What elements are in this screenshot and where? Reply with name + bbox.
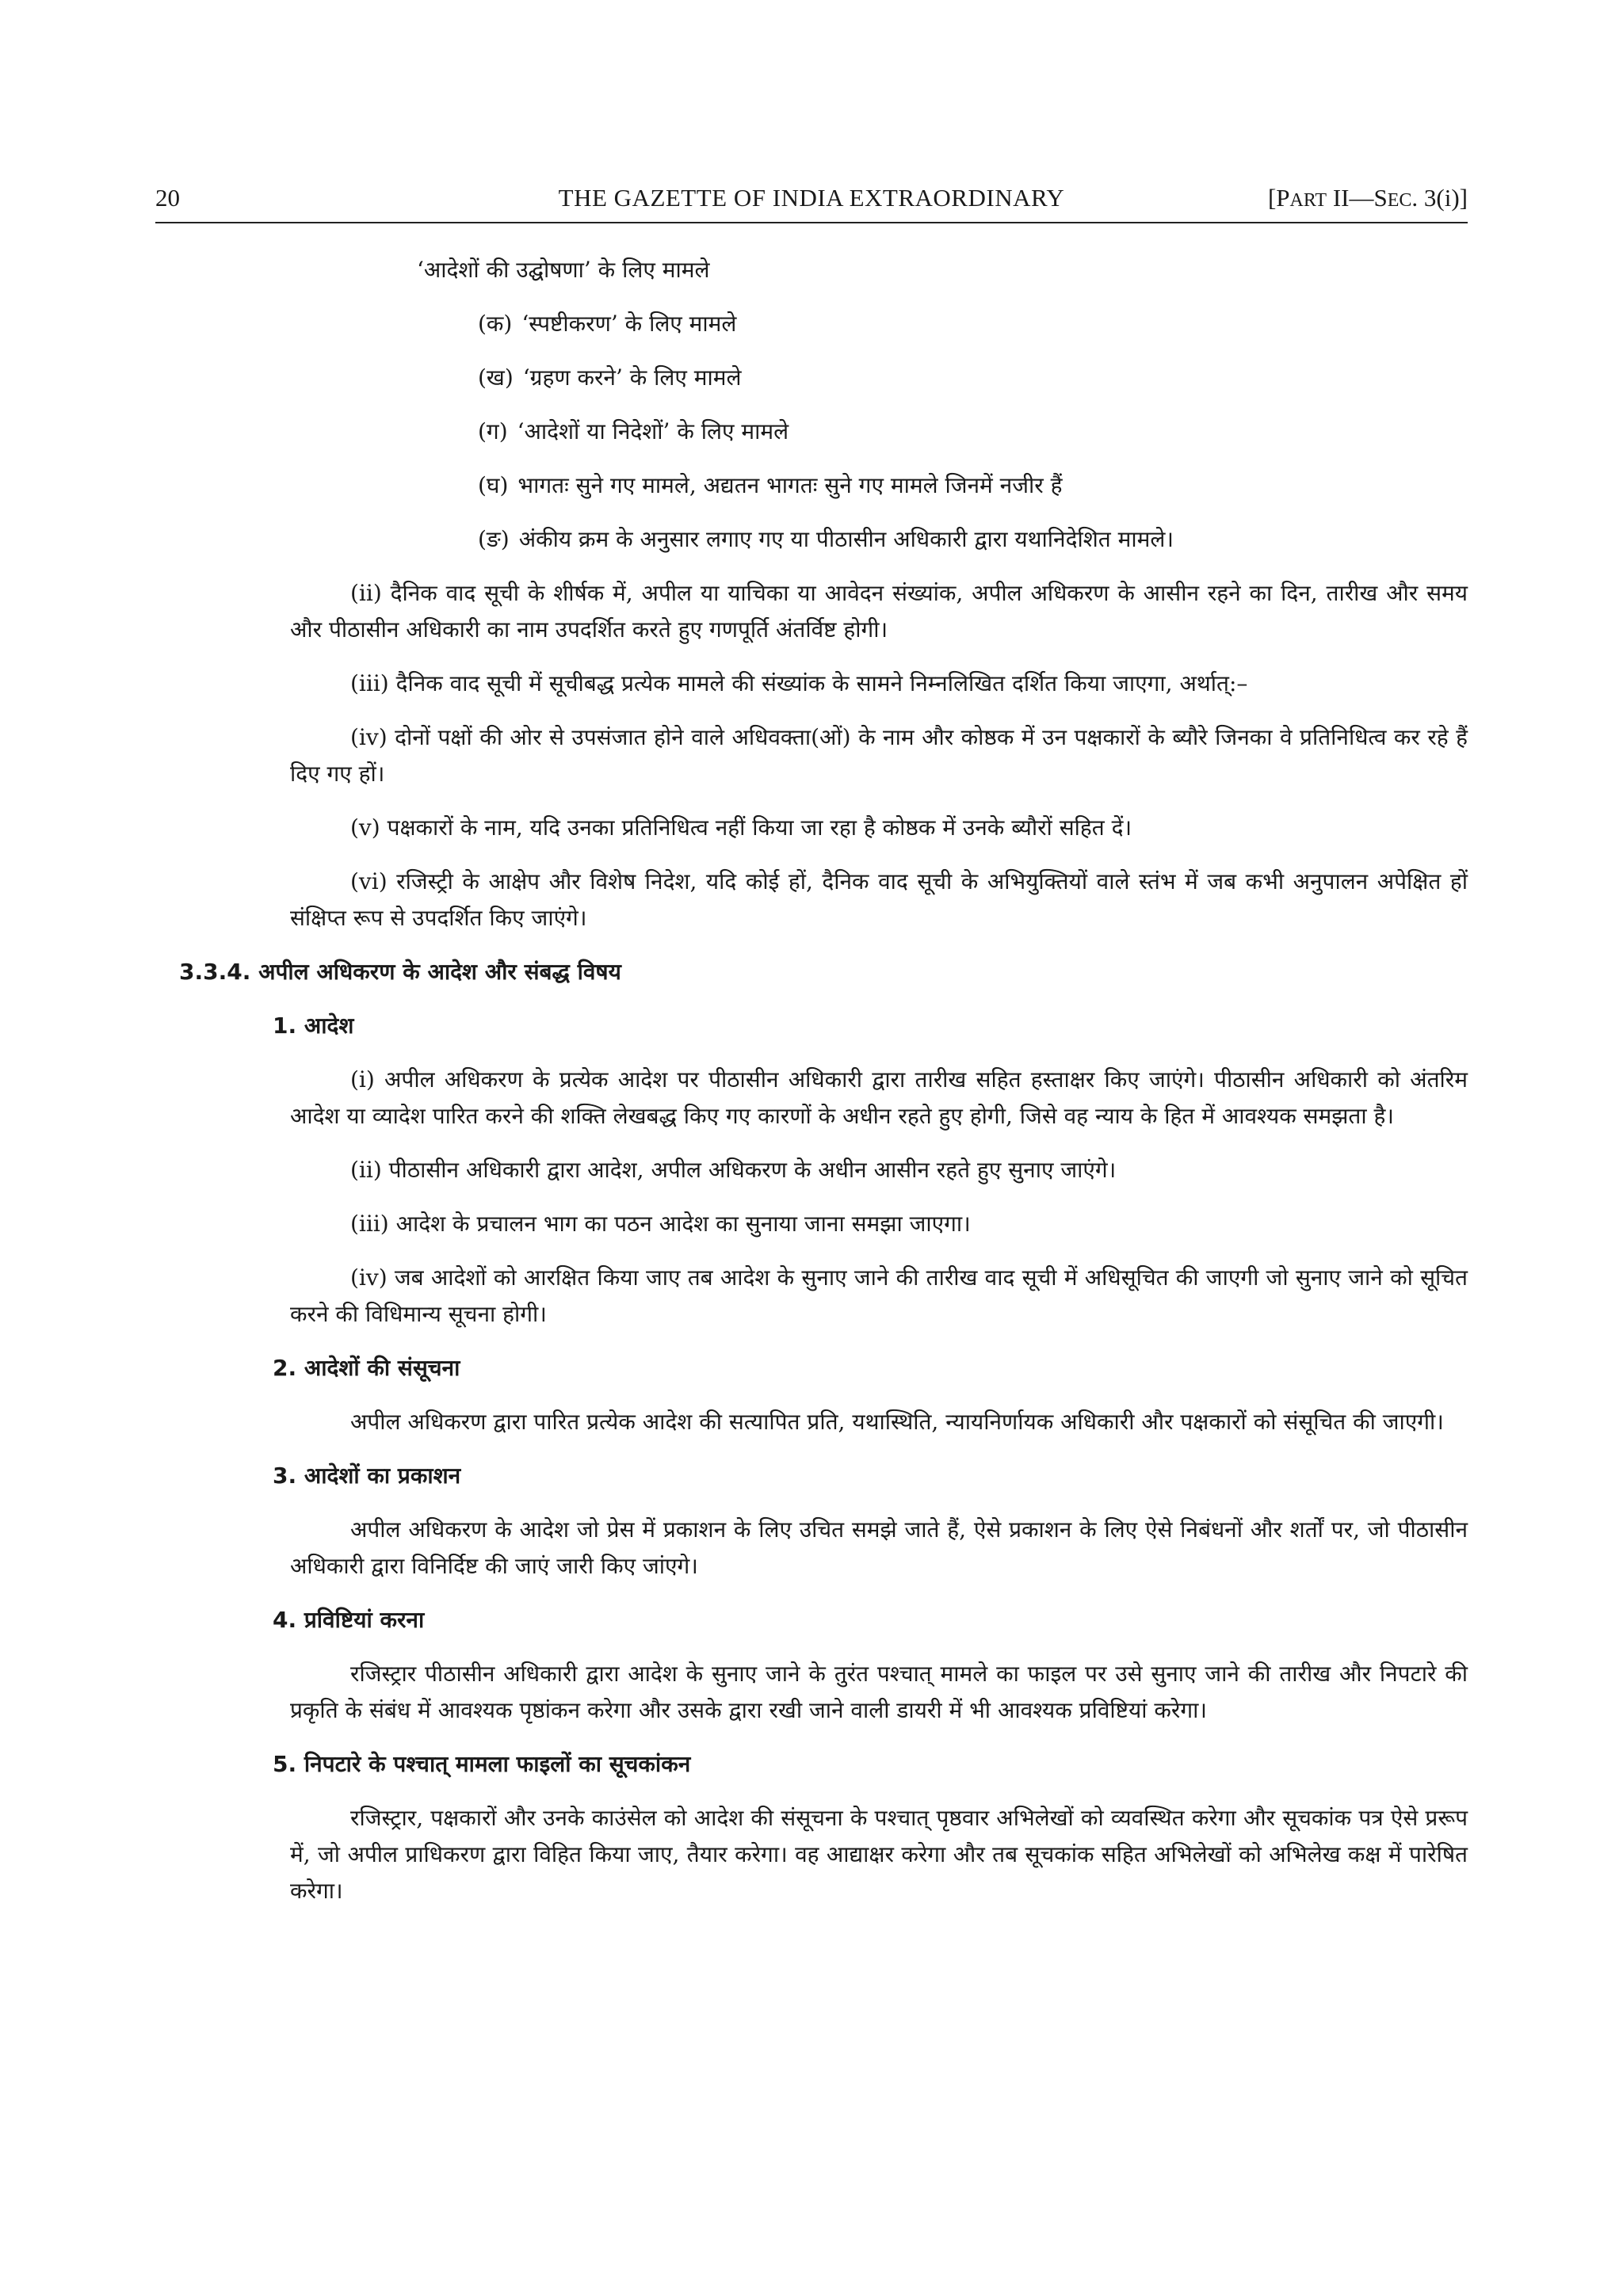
subsection-heading: 4. प्रविष्टियां करना (273, 1607, 425, 1633)
subsection-heading: 1. आदेश (273, 1013, 354, 1039)
section-body (155, 1008, 1468, 1909)
subsection-paragraph: अपील अधिकरण द्वारा पारित प्रत्येक आदेश की सत्यापित प्रति, यथास्थिति, न्यायनिर्णायक अधिकारी और पक्षकारों को संसूचित की जाएगी। (350, 1409, 1444, 1435)
list-item: (ख) ‘ग्रहण करने’ के लिए मामले (478, 364, 742, 391)
section-reference: [PART II—SEC. 3(i)] (1267, 184, 1468, 212)
list-item: (ङ) अंकीय क्रम के अनुसार लगाए गए या पीठासीन अधिकारी द्वारा यथानिदेशित मामले। (478, 526, 1174, 552)
subsection-heading: 3. आदेशों का प्रकाशन (273, 1463, 461, 1489)
list-item: (घ) भागतः सुने गए मामले, अद्यतन भागतः सुने गए मामले जिनमें नजीर हैं (478, 472, 1063, 498)
subsection-paragraph: रजिस्ट्रार पीठासीन अधिकारी द्वारा आदेश के सुनाए जाने के तुरंत पश्चात् मामले का फाइल पर उसे सुनाए जाने की तारीख और निपटारे की प्रकृति के संबंध में आवश्यक पृष्ठांकन करेगा और उसके द्वारा रखी जाने वाली डायरी में भी आवश्यक प्रविष्टियां करेगा। (290, 1661, 1468, 1723)
list-item: (क) ‘स्पष्टीकरण’ के लिए मामले (478, 311, 737, 337)
gazette-title: THE GAZETTE OF INDIA EXTRAORDINARY (558, 184, 1065, 212)
section-heading: 3.3.4. अपील अधिकरण के आदेश और संबद्ध विषय (179, 959, 621, 985)
subsection-paragraph: रजिस्ट्रार, पक्षकारों और उनके काउंसेल को आदेश की संसूचना के पश्चात् पृष्ठवार अभिलेखों को व्यवस्थित करेगा और सूचकांक पत्र ऐसे प्ररूप में, जो अपील प्राधिकरण द्वारा विहित किया जाए, तैयार करेगा। वह आद्याक्षर करेगा और तब सूचकांक सहित अभिलेखों को अभिलेख कक्ष में पारेषित करेगा। (290, 1805, 1468, 1904)
running-header (155, 181, 1468, 215)
page-number: 20 (155, 184, 180, 212)
clause-ii: (ii) दैनिक वाद सूची के शीर्षक में, अपील या याचिका या आवेदन संख्यांक, अपील अधिकरण के आसीन रहने का दिन, तारीख और समय और पीठासीन अधिकारी का नाम उपदर्शित करते हुए गणपूर्ति अंतर्विष्ट होगी। (290, 580, 1468, 643)
clause-v: (v) पक्षकारों के नाम, यदि उनका प्रतिनिधित्व नहीं किया जा रहा है कोष्ठक में उनके ब्यौरों सहित दें। (350, 814, 1132, 841)
list-item: (ग) ‘आदेशों या निदेशों’ के लिए मामले (478, 418, 789, 444)
clause-iii: (iii) दैनिक वाद सूची में सूचीबद्ध प्रत्येक मामले की संख्यांक के सामने निम्नलिखित दर्शित किया जाएगा, अर्थात्:– (350, 670, 1248, 696)
order-clause-ii: (ii) पीठासीन अधिकारी द्वारा आदेश, अपील अधिकरण के अधीन आसीन रहते हुए सुनाए जाएंगे। (350, 1157, 1117, 1183)
clauses-block (155, 575, 1468, 936)
subsection-heading: 2. आदेशों की संसूचना (273, 1355, 460, 1381)
clause-vi: (vi) रजिस्ट्री के आक्षेप और विशेष निदेश, यदि कोई हों, दैनिक वाद सूची के अभियुक्तियों वाले स्तंभ में जब कभी अनुपालन अपेक्षित हों संक्षिप्त रूप से उपदर्शित किए जाएंगे। (290, 868, 1468, 931)
clause-iv: (iv) दोनों पक्षों की ओर से उपसंजात होने वाले अधिवक्ता(ओं) के नाम और कोष्ठक में उन पक्षकारों के ब्यौरे जिनका वे प्रतिनिधित्व कर रहे हैं दिए गए हों। (290, 724, 1468, 787)
header-rule (155, 222, 1468, 223)
list-intro: ‘आदेशों की उद्घोषणा’ के लिए मामले (417, 257, 710, 283)
subsection-paragraph: अपील अधिकरण के आदेश जो प्रेस में प्रकाशन के लिए उचित समझे जाते हैं, ऐसे प्रकाशन के लिए ऐसे निबंधनों और शर्तों पर, जो पीठासीन अधिकारी द्वारा विनिर्दिष्ट की जाएं जारी किए जांएगे। (290, 1516, 1468, 1579)
page-body (155, 252, 1468, 1927)
order-clause-i: (i) अपील अधिकरण के प्रत्येक आदेश पर पीठासीन अधिकारी द्वारा तारीख सहित हस्ताक्षर किए जाएंगे। पीठासीन अधिकारी को अंतरिम आदेश या व्यादेश पारित करने की शक्ति लेखबद्ध किए गए कारणों के अधीन रहते हुए होगी, जिसे वह न्याय के हित में आवश्यक समझता है। (290, 1066, 1468, 1129)
order-clause-iv: (iv) जब आदेशों को आरक्षित किया जाए तब आदेश के सुनाए जाने की तारीख वाद सूची में अधिसूचित की जाएगी जो सुनाए जाने को सूचित करने की विधिमान्य सूचना होगी। (290, 1264, 1468, 1327)
order-clause-iii: (iii) आदेश के प्रचालन भाग का पठन आदेश का सुनाया जाना समझा जाएगा। (350, 1211, 971, 1237)
subsection-heading: 5. निपटारे के पश्चात् मामला फाइलों का सूचकांकन (273, 1751, 691, 1777)
